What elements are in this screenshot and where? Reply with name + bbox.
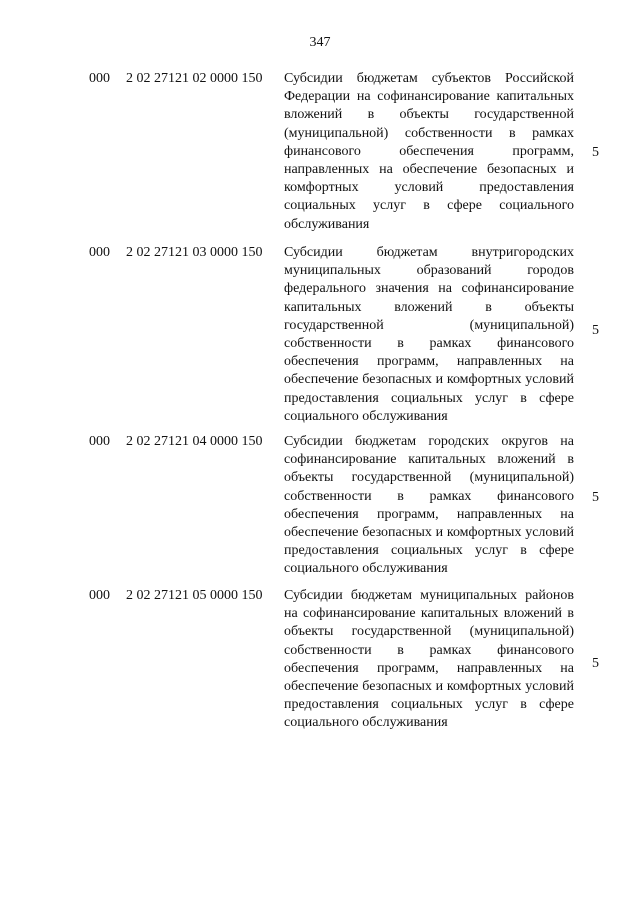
admin-code: 000 (89, 245, 110, 260)
income-description: Субсидии бюджетам субъектов Российской Федерации на софинансирование капитальных вложений в объекты государственной (муниципальной) собственности в рамках финансового обеспечения программ, направленных на обеспечение безопасных и комфортных условий предоставления социальных услуг в сфере социального обслуживания (284, 71, 574, 232)
table-row (0, 587, 640, 741)
table-row (0, 70, 640, 232)
budget-table (0, 70, 640, 761)
amount-value: 5 (592, 490, 599, 505)
table-row (0, 433, 640, 577)
budget-classification-code: 2 02 27121 02 0000 150 (126, 71, 263, 86)
admin-code: 000 (89, 588, 110, 603)
budget-classification-code: 2 02 27121 04 0000 150 (126, 434, 263, 449)
budget-classification-code: 2 02 27121 05 0000 150 (126, 588, 263, 603)
amount-value: 5 (592, 145, 599, 160)
admin-code: 000 (89, 434, 110, 449)
income-description: Субсидии бюджетам городских округов на софинансирование капитальных вложений в объекты государственной (муниципальной) собственности в рамках финансового обеспечения программ, направленных на обеспечение безопасных и комфортных условий предоставления социальных услуг в сфере социального обслуживания (284, 434, 574, 577)
budget-classification-code: 2 02 27121 03 0000 150 (126, 245, 263, 260)
amount-value: 5 (592, 656, 599, 671)
amount-value: 5 (592, 323, 599, 338)
admin-code: 000 (89, 71, 110, 86)
income-description: Субсидии бюджетам муниципальных районов на софинансирование капитальных вложений в объекты государственной (муниципальной) собственности в рамках финансового обеспечения программ, направленных на обеспечение безопасных и комфортных условий предоставления социальных услуг в сфере социального обслуживания (284, 588, 574, 731)
page-number: 347 (309, 35, 331, 50)
table-row (0, 244, 640, 424)
income-description: Субсидии бюджетам внутригородских муниципальных образований городов федерального значения на софинансирование капитальных вложений в объекты государственной (муниципальной) собственности в рамках финансового обеспечения программ, направленных на обеспечение безопасных и комфортных условий предоставления социальных услуг в сфере социального обслуживания (284, 245, 574, 424)
